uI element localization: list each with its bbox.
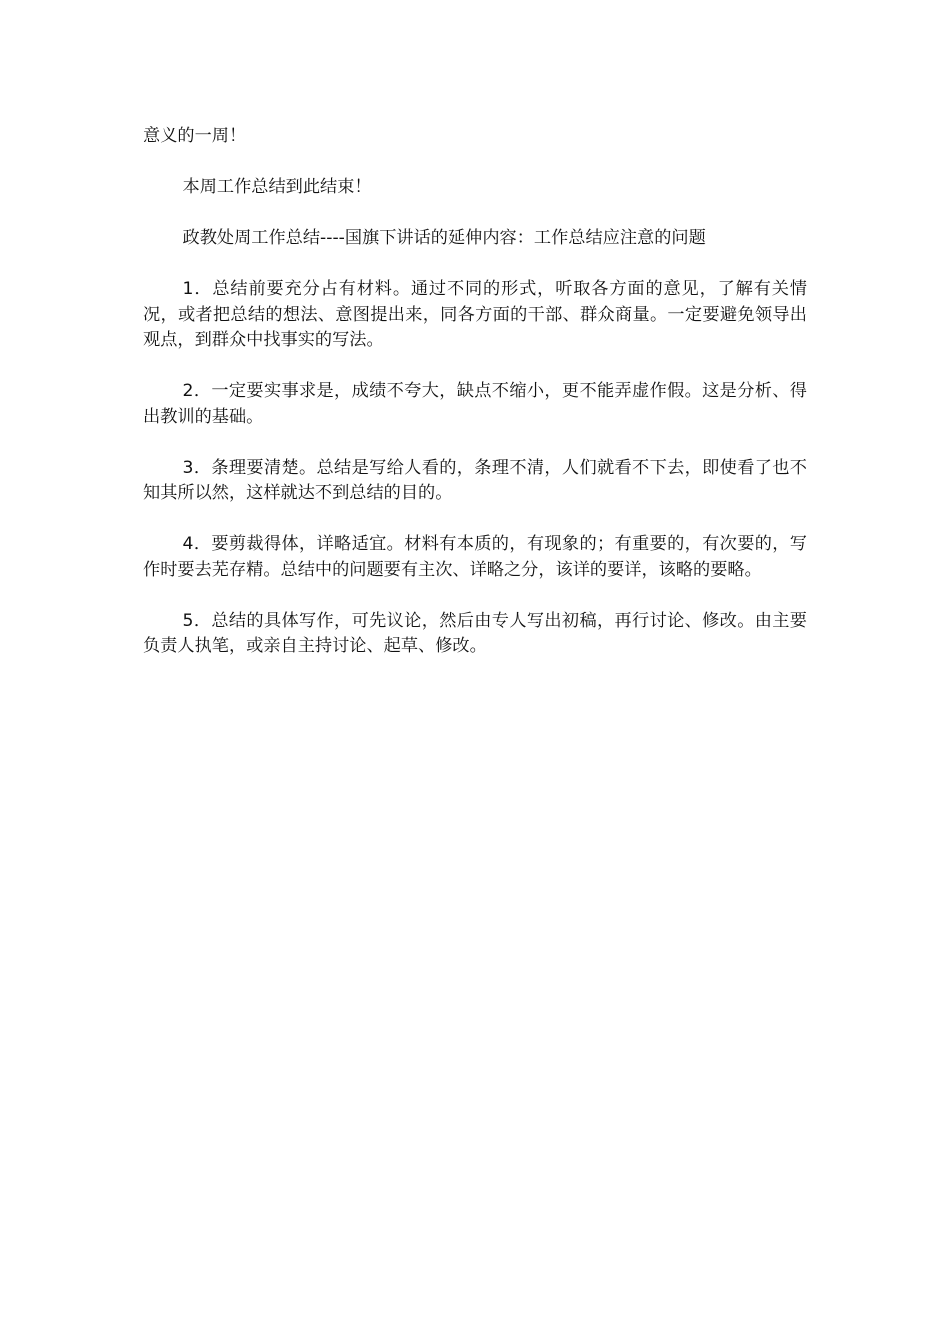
paragraph-closing: 本周工作总结到此结束！ xyxy=(182,177,372,197)
paragraph-heading: 政教处周工作总结----国旗下讲话的延伸内容：工作总结应注意的问题 xyxy=(182,228,706,248)
paragraph-point-2: 2．一定要实事求是，成绩不夸大，缺点不缩小，更不能弄虚作假。这是分析、得出教训的基础。 xyxy=(143,381,807,427)
document-body xyxy=(143,124,807,685)
paragraph-continuation: 意义的一周！ xyxy=(143,126,247,146)
paragraph-point-3: 3．条理要清楚。总结是写给人看的，条理不清，人们就看不下去，即使看了也不知其所以然，这样就达不到总结的目的。 xyxy=(143,457,807,503)
paragraph-point-1: 1．总结前要充分占有材料。通过不同的形式，听取各方面的意见，了解有关情况，或者把总结的想法、意图提出来，同各方面的干部、群众商量。一定要避免领导出观点，到群众中找事实的写法。 xyxy=(143,279,807,350)
paragraph-point-5: 5．总结的具体写作，可先议论，然后由专人写出初稿，再行讨论、修改。由主要负责人执笔，或亲自主持讨论、起草、修改。 xyxy=(143,610,807,656)
paragraph-point-4: 4．要剪裁得体，详略适宜。材料有本质的，有现象的；有重要的，有次要的，写作时要去芜存精。总结中的问题要有主次、详略之分，该详的要详，该略的要略。 xyxy=(143,534,807,580)
